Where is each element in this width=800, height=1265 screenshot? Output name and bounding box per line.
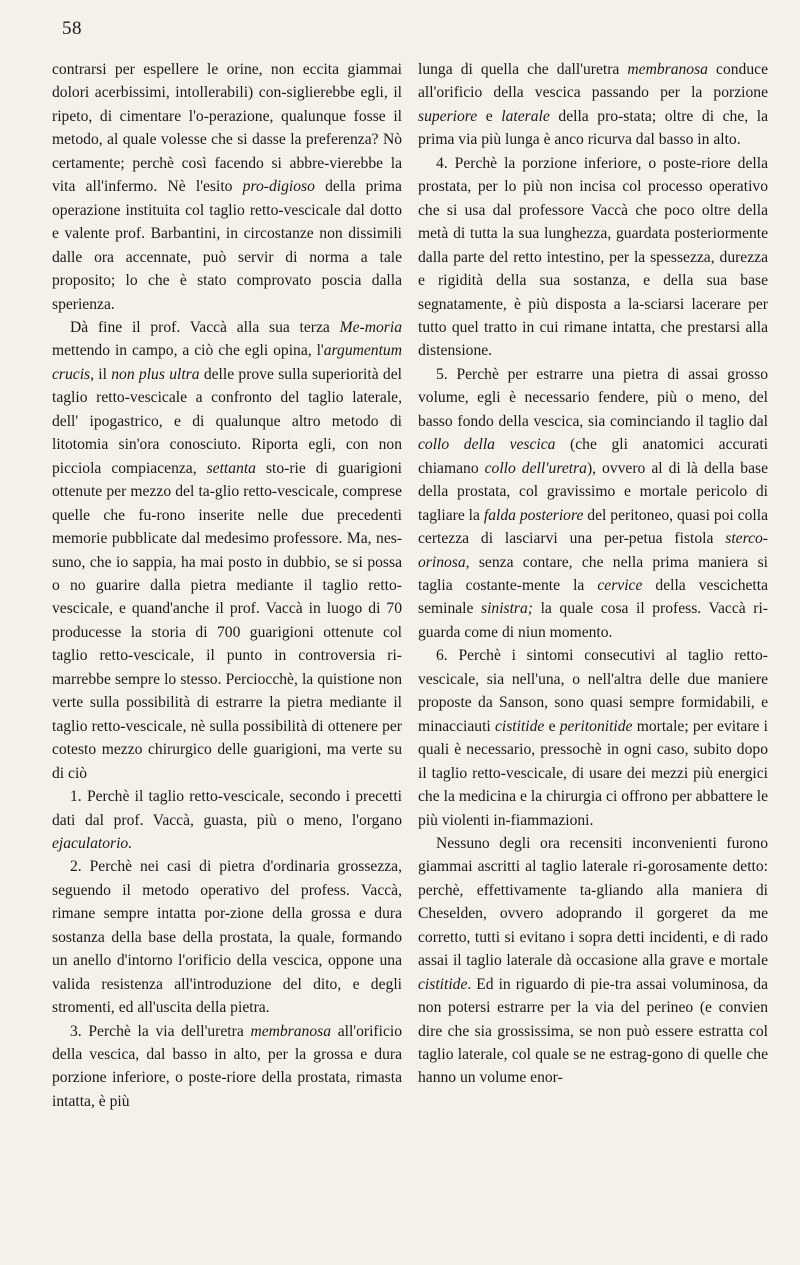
- text-run: lunga di quella che dall'uretra: [418, 61, 628, 78]
- text-run: Dà fine il prof. Vaccà alla sua terza: [70, 318, 340, 336]
- page-number: 58: [62, 18, 82, 39]
- text-run: contrarsi per espellere le orine, non eccita giammai dolori acerbissimi, intollerabili) con-siglierebbe egli, il ripeto, di cimentare l'o-perazione, qualunque fosse il metodo, al quale volesse che si dasse la preferenza? Nò certamente; perchè così facendo si abbre-vierebbe la vita all'infermo. Nè l'esito: [52, 61, 402, 196]
- paragraph: [52, 316, 402, 785]
- text-run: . Ed in riguardo di pie-tra assai voluminosa, da non potersi estrarre per la via del perineo (e convien dire che sia grossissima, se non può essere estratta col taglio laterale, col quale se ne estrag-gono di quelle che hanno un volume enor-: [418, 975, 768, 1087]
- right-column: [418, 58, 768, 1090]
- text-run: 3. Perchè la via dell'uretra: [70, 1022, 251, 1040]
- text-run: della prima operazione instituita col taglio retto-vescicale dal dotto e valente prof. Barbantini, in circostanze non dissimili dalle ora accennate, può servir di norma a tale proposito; lo che è stato comprovato poscia dalla sperienza.: [52, 178, 402, 313]
- italic-text: cervice: [597, 576, 643, 594]
- text-run: e: [544, 717, 560, 735]
- text-run: , il: [90, 365, 112, 383]
- italic-text: cistitide: [418, 975, 468, 993]
- text-run: mortale; per evitare i quali è necessario, pressochè in ogni caso, subito dopo il taglio retto-vescicale, di usare dei mezzi più energici che la medicina e la chirurgia ci offrono per abbattere le più violenti in-fiammazioni.: [418, 717, 769, 829]
- italic-text: superiore: [418, 107, 478, 125]
- text-run: all'orificio della vescica, dal basso in alto, per la grossa e dura porzione inferiore, o poste-riore della prostata, rimasta intatta, è più: [52, 1022, 402, 1110]
- italic-text: membranosa: [627, 61, 708, 78]
- italic-text: peritonitide: [559, 717, 633, 735]
- text-run: 4. Perchè la porzione inferiore, o poste-riore della prostata, per lo più non incisa col processo operativo che si usa dal professore Vaccà che poco oltre della metà di tutta la sua lunghezza, guardata posteriormente dalla parte del retto intestino, per la spessezza, durezza e rigidità della sua sostanza, e della sua base segnatamente, è più disposta a la-sciarsi lacerare per tutto quel tratto in cui rimane intatta, che prestarsi alla distensione.: [418, 154, 768, 360]
- text-run: del peritoneo, quasi poi colla certezza di lasciarvi una per-petua fistola: [418, 506, 768, 548]
- paragraph: [418, 58, 768, 152]
- italic-text: falda posteriore: [483, 506, 584, 524]
- text-run: mettendo in campo, a ciò che egli opina, l': [52, 342, 324, 360]
- text-run: delle prove sulla superiorità del taglio retto-vescicale a confronto del taglio laterale, dell' ipogastrico, e di qualunque altro metodo di litotomia sin'ora conosciuto. Riporta egli, con non picciola compiacenza,: [52, 365, 402, 477]
- numbered-paragraph: [52, 1020, 402, 1114]
- text-run: della vescichetta seminale: [418, 576, 768, 618]
- numbered-paragraph: [52, 855, 402, 1019]
- paragraph: [52, 58, 402, 316]
- text-run: sto-rie di guarigioni ottenute per mezzo del ta-glio retto-vescicale, comprese quelle che fu-rono inserite nelle due precedenti memorie pubblicate dal medesimo professore. Ma, nes-suno, che io sappia, ha mai posto in dubbio, se si possa o no guarire dalla pietra mediante il taglio retto-vescicale, e quand'anche il prof. Vaccà in luogo di 70 producesse la storia di 700 guarigioni ottenute col taglio retto-vescicale, il punto in controversia ri-marrebbe sempre lo stesso. Perciocchè, la quistione non verte sulla possibilità di estrarre la pietra mediante il taglio retto-vescicale, nè sulla possibilità di ottenere per cotesto mezzo chirurgico delle guarigioni, ma verte su di ciò: [52, 459, 402, 782]
- left-column: [52, 58, 402, 1113]
- italic-text: non plus ultra: [111, 365, 200, 383]
- italic-text: Me-moria: [339, 318, 402, 336]
- text-run: 6. Perchè i sintomi consecutivi al taglio retto-vescicale, sia nell'una, o nell'altra delle due maniere proposte da Sanson, sono quasi sempre formidabili, e minacciauti: [418, 647, 768, 735]
- text-run: Nessuno degli ora recensiti inconvenienti furono giammai ascritti al taglio laterale ri-gorosamente detto: perchè, effettivamente ta-gliando alla maniera di Cheselden, ovvero adoprando il gorgeret da me corretto, tutti si evitano i sopra detti incidenti, e di rado assai il taglio laterale dà occasione alla grave e mortale: [418, 834, 768, 970]
- numbered-paragraph: [418, 363, 768, 644]
- text-run: conduce all'orificio della vescica passando per la porzione: [418, 61, 768, 102]
- italic-text: laterale: [501, 107, 550, 125]
- text-run: 5. Perchè per estrarre una pietra di assai grosso volume, egli è necessario fendere, più o meno, del basso fondo della vescica, sia cominciando il taglio dal: [418, 365, 768, 430]
- paragraph: [418, 832, 768, 1090]
- italic-text: collo della vescica: [418, 436, 556, 454]
- numbered-paragraph: [418, 644, 768, 832]
- italic-text: ejaculatorio.: [52, 834, 133, 852]
- italic-text: pro-digioso: [242, 178, 315, 196]
- italic-text: collo dell'uretra: [484, 459, 587, 477]
- numbered-paragraph: [418, 152, 768, 363]
- italic-text: membranosa: [250, 1022, 332, 1040]
- text-run: ), ovvero al di là della base della prostata, col gravissimo e mortale pericolo di tagliare la: [418, 459, 769, 524]
- italic-text: argumentum crucis: [52, 342, 402, 383]
- text-run: della pro-stata; oltre di che, la prima via più lunga è anco ricurva dal basso in alto.: [418, 107, 768, 149]
- italic-text: settanta: [206, 459, 256, 477]
- text-run: (che gli anatomici accurati chiamano: [418, 436, 768, 477]
- text-run: e: [477, 107, 502, 125]
- italic-text: cistitide: [494, 717, 545, 735]
- italic-text: sterco-orinosa: [418, 530, 768, 571]
- text-run: 1. Perchè il taglio retto-vescicale, secondo i precetti dati dal prof. Vaccà, guasta, più o meno, l'organo: [52, 788, 402, 829]
- italic-text: sinistra;: [481, 600, 533, 618]
- text-run: la quale cosa il profess. Vaccà ri-guarda come di niun momento.: [418, 600, 768, 641]
- numbered-paragraph: [52, 785, 402, 855]
- text-run: , senza contare, che nella prima maniera si taglia costante-mente la: [418, 553, 768, 594]
- text-run: 2. Perchè nei casi di pietra d'ordinaria grossezza, seguendo il metodo operativo del profess. Vaccà, rimane sempre intatta por-zione della grossa e dura sostanza della base della prostata, la quale, formando un anello d'intorno l'orificio della vescica, oppone una valida resistenza all'introduzione del dito, e degli stromenti, ed all'uscita della pietra.: [52, 858, 402, 1017]
